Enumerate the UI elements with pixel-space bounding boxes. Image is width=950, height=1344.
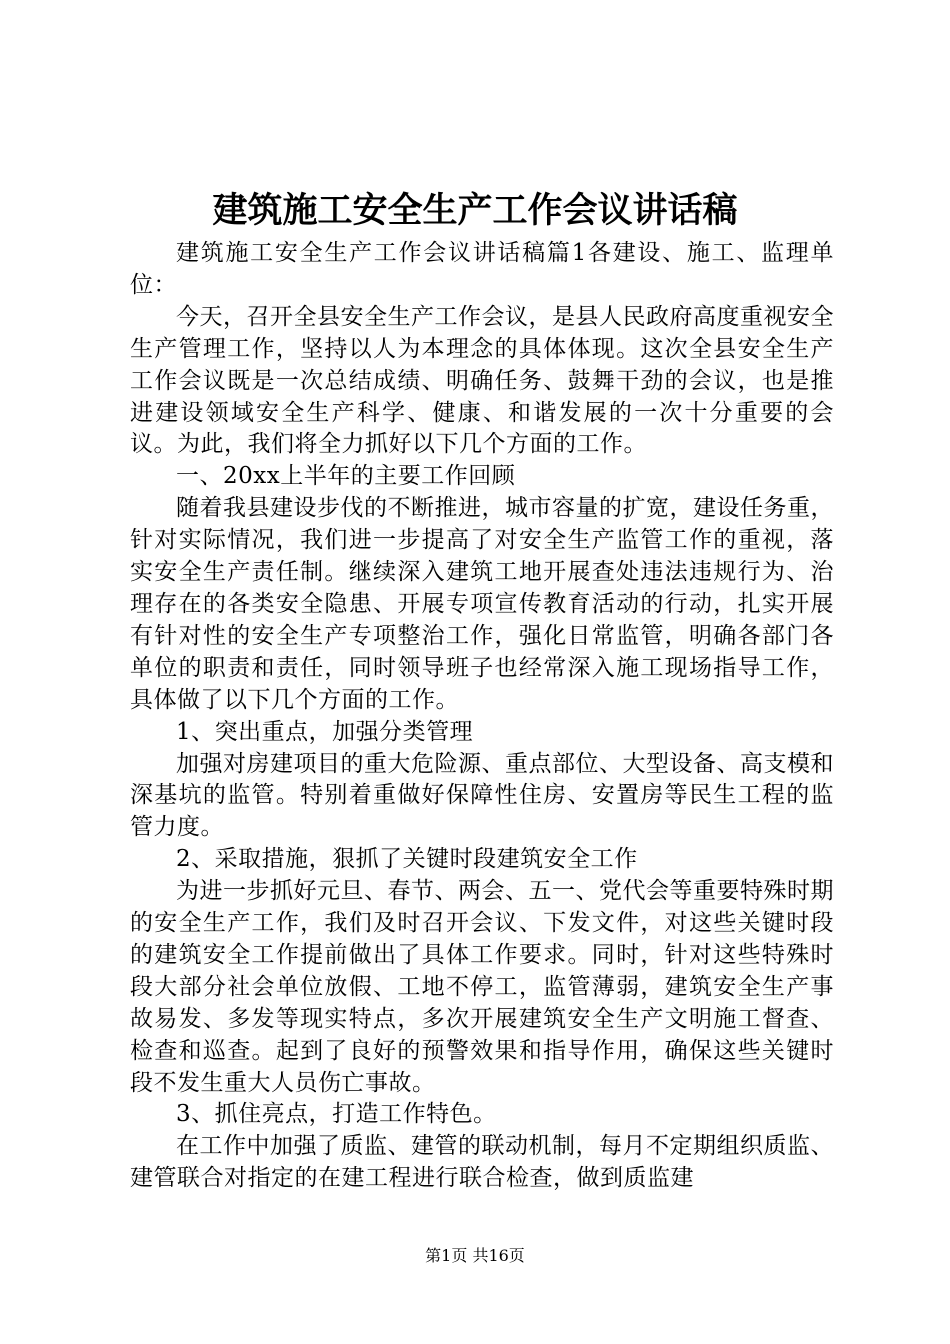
- page-footer: 第1页 共16页: [425, 1246, 525, 1265]
- document-title: 建筑施工安全生产工作会议讲话稿: [212, 190, 738, 231]
- document-body: [130, 238, 834, 1195]
- subheading-3: 3、抓住亮点，打造工作特色。: [176, 1101, 497, 1128]
- subheading-1: 1、突出重点，加强分类管理: [176, 718, 474, 745]
- paragraph-2: 为进一步抓好元旦、春节、两会、五一、党代会等重要特殊时期的安全生产工作，我们及时召开会议、下发文件，对这些关键时段的建筑安全工作提前做出了具体工作要求。同时，针对这些特殊时段大部分社会单位放假、工地不停工，监管薄弱，建筑安全生产事故易发、多发等现实特点，多次开展建筑安全生产文明施工督查、检查和巡查。起到了良好的预警效果和指导作用，确保这些关键时段不发生重大人员伤亡事故。: [130, 878, 834, 1096]
- paragraph-salutation: 建筑施工安全生产工作会议讲话稿篇1各建设、施工、监理单位：: [130, 240, 834, 298]
- paragraph-intro: 今天，召开全县安全生产工作会议，是县人民政府高度重视安全生产管理工作，坚持以人为本理念的具体体现。这次全县安全生产工作会议既是一次总结成绩、明确任务、鼓舞干劲的会议，也是推进建设领域安全生产科学、健康、和谐发展的一次十分重要的会议。为此，我们将全力抓好以下几个方面的工作。: [130, 303, 834, 458]
- paragraph-3: 在工作中加强了质监、建管的联动机制，每月不定期组织质监、建管联合对指定的在建工程进行联合检查，做到质监建: [130, 1133, 834, 1192]
- subheading-2: 2、采取措施，狠抓了关键时段建筑安全工作: [176, 846, 638, 873]
- paragraph-1: 加强对房建项目的重大危险源、重点部位、大型设备、高支模和深基坑的监管。特别着重做好保障性住房、安置房等民生工程的监管力度。: [130, 750, 834, 841]
- paragraph-review: 随着我县建设步伐的不断推进，城市容量的扩宽，建设任务重，针对实际情况，我们进一步提高了对安全生产监管工作的重视，落实安全生产责任制。继续深入建筑工地开展查处违法违规行为、治理存在的各类安全隐患、开展专项宣传教育活动的行动，扎实开展有针对性的安全生产专项整治工作，强化日常监管，明确各部门各单位的职责和责任，同时领导班子也经常深入施工现场指导工作，具体做了以下几个方面的工作。: [130, 495, 834, 713]
- section-heading-review: 一、20xx上半年的主要工作回顾: [176, 463, 516, 490]
